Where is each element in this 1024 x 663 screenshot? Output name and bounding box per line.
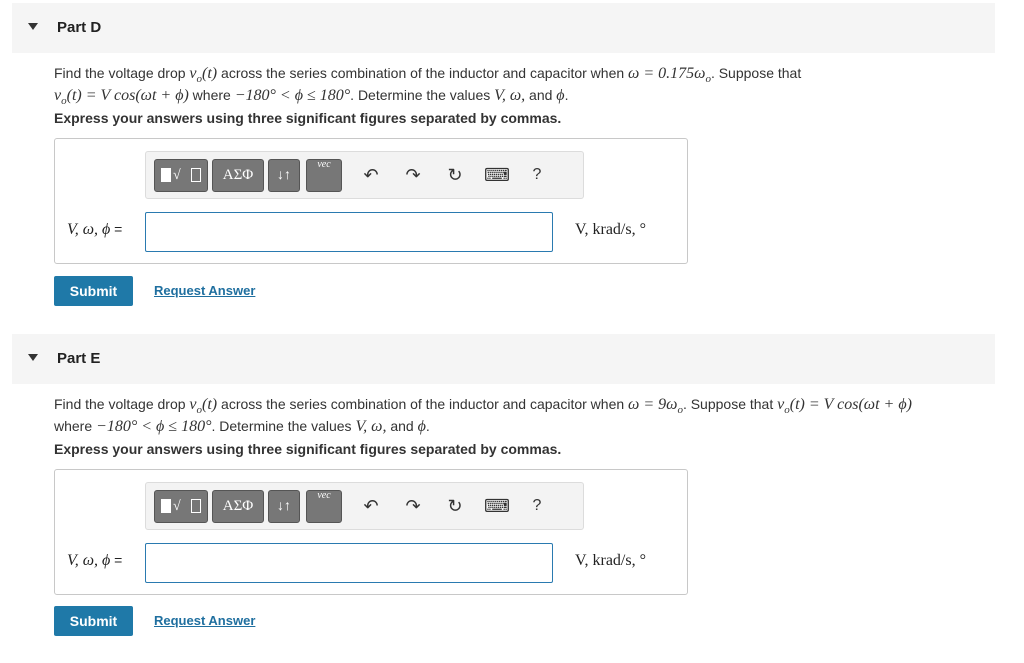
submit-button[interactable]: Submit	[54, 606, 133, 636]
instructions: Express your answers using three significant figures separated by commas.	[54, 110, 562, 126]
keyboard-icon[interactable]: ⌨	[484, 496, 510, 516]
templates-icon	[161, 168, 171, 182]
undo-icon[interactable]: ↶	[363, 496, 379, 516]
part-e-header[interactable]	[12, 334, 995, 384]
keyboard-icon[interactable]: ⌨	[484, 165, 510, 185]
templates-button[interactable]: √	[154, 490, 208, 523]
part-title: Part E	[57, 350, 101, 367]
math-toolbar	[145, 482, 584, 530]
answer-box	[54, 138, 688, 264]
answer-box	[54, 469, 688, 595]
part-d-header[interactable]	[12, 3, 995, 53]
help-icon[interactable]: ?	[532, 497, 542, 514]
reset-icon[interactable]: ↻	[447, 496, 463, 516]
variable-label: V, ω, ϕ =	[67, 221, 123, 238]
collapse-caret-icon[interactable]	[28, 23, 38, 30]
subscript-superscript-button[interactable]: ↓↑	[268, 159, 300, 192]
undo-icon[interactable]: ↶	[363, 165, 379, 185]
request-answer-link[interactable]: Request Answer	[154, 283, 256, 298]
submit-button[interactable]: Submit	[54, 276, 133, 306]
vector-button[interactable]: vec	[306, 490, 342, 523]
vector-button[interactable]: vec	[306, 159, 342, 192]
answer-input[interactable]	[145, 212, 553, 252]
units-label: V, krad/s, °	[575, 221, 646, 238]
problem-statement: Find the voltage drop $v_o(t)$ across the series combination of the inductor and capacitor when $\omega = 0.175\omega_o$. Suppose that $v_o(t) = V$ cos(ωt + ϕ) where −180° < ϕ ≤ 180°. Determine the values V, ω, and ϕ.	[54, 65, 802, 107]
templates-button[interactable]: √	[154, 159, 208, 192]
redo-icon[interactable]: ↷	[405, 496, 421, 516]
math-toolbar	[145, 151, 584, 199]
request-answer-link[interactable]: Request Answer	[154, 613, 256, 628]
answer-input[interactable]	[145, 543, 553, 583]
redo-icon[interactable]: ↷	[405, 165, 421, 185]
part-title: Part D	[57, 19, 102, 36]
instructions: Express your answers using three significant figures separated by commas.	[54, 441, 562, 457]
collapse-caret-icon[interactable]	[28, 354, 38, 361]
greek-symbols-button[interactable]: ΑΣΦ	[212, 490, 264, 523]
variable-label: V, ω, ϕ =	[67, 552, 123, 569]
subscript-superscript-button[interactable]: ↓↑	[268, 490, 300, 523]
problem-statement: Find the voltage drop $v_o(t)$ across the series combination of the inductor and capacitor when $\omega = 9\omega_o$. Suppose that $v_o(t) = V$ cos(ωt + ϕ) where −180° < ϕ ≤ 180°. Determine the values V, ω, and ϕ.	[54, 396, 912, 435]
units-label: V, krad/s, °	[575, 552, 646, 569]
greek-symbols-button[interactable]: ΑΣΦ	[212, 159, 264, 192]
help-icon[interactable]: ?	[532, 166, 542, 183]
reset-icon[interactable]: ↻	[447, 165, 463, 185]
templates-icon	[161, 499, 171, 513]
